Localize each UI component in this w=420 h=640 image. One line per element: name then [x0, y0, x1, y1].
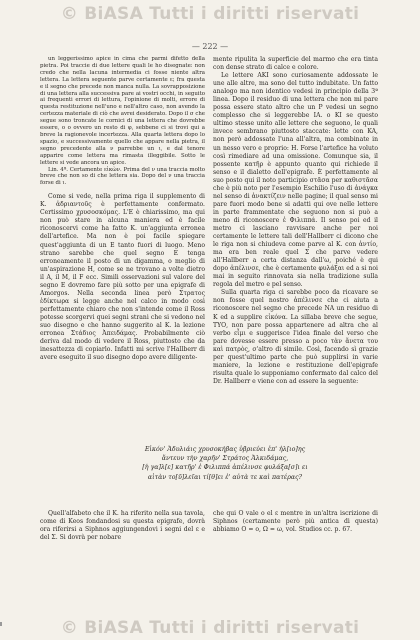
- body-paragraph: Le lettere ΑΚΙ sono curiosamente addossate le une alle altre, ma sono del tutto indubitate. Un fatto analogo ma non identico vedesi in principio della 3ª linea. Dopo il residuo di una lettera che non mi pare possa essere stato altro che un Ρ vedesi un segno complesso che si leggerebbe ΙΑ. o ΚΙ se questo ultimo stesse unito alle lettere che seguono, le quali invece sembrano piuttosto staccate: lette con KA, non però addossate l'una all'altra, ma combinate in un nesso vero e proprio: Η. Forse l'artefice ha voluto così rimediare ad una omissione. Comunque sia, il possente κατῆρ è appunto quanto qui richiede il senso e il dialetto dell'epigrafe. È perfettamente al suo posto qui il noto participio στᾶσα per καθιστᾶσα che è più noto per l'esempio Eschilio l'uso di ἀνάγκα nel senso di ἀνακτίζειν nelle pagine; il qual senso mi pare fuori modo bene si adatti qui ove nelle lettere in parte frammentate che seguono non si può a meno di riconoscere ἐ Φιλιππά. Il senso poi ed il metro ci lasciano ravvisare anche per noi certamente le lettere tali dell'Hallberr ci dicono che le riga non si chiudeva come parve al K. con ἀντίο, ma era ben reale quel Σ che parve vedere all'Hallberr a certa distanza dall'ω, poiché è qui dopo ἀπέλινσε, che è certamente φυλάξαι ed a si noi mai in seguito rinnovata sia nella tradizione sulla regola del metro e pel senso.: [213, 72, 378, 289]
- inscription-line: αἰτὰν το[ῦ]λεῖαι τί[θ]ει ἐ' αὐτὰ τε καὶ πατέρας?: [147, 473, 303, 481]
- body-paragraph: Quell'alfabeto che il K. ha riferito nella sua tavola, come di Keos fondandosi su questa epigrafe, dovrà ora riferirsi a Siphnos aggiungendovi i segni del ε e del Σ. Si dovrà per nobare: [40, 510, 205, 542]
- commentary-paragraph-line4: Lin. 4ª. Certamente εἰκὼν. Prima del ν una traccia molto breve che non so di che lettera sia. Dopo del ν una traccia forse di ι.: [40, 166, 205, 187]
- bottom-right-column: [213, 510, 378, 534]
- right-column: [213, 56, 378, 386]
- body-paragraph: Sulla quarta riga ci sarebbe poco da ricavare se non fosse quel nostro ἀπέλινσε che ci aiuta a riconoscere nel segno che precede ΝΑ un residuo di Κ ed a supplire εἰκόνα. La sillaba breve che segue, ΤΥΟ, non pare possa appartenere ad altra che al verbo εἶμι e suggerisce l'idea finale del verso che pare dovesse essere presso a poco τὰν ἄνετα του καὶ πατρὸς, σ'altro di simile. Così, facendo sì grazie per quest'ultimo parte che può supplirsi in varie maniere, la lezione e restituzione dell'epigrafe risulta quale lo supponiamo confermato dal calco del Dr. Hallberr e viene con ad essere la seguente:: [213, 289, 378, 385]
- body-paragraph: Come si vede, nella prima riga il supplemento di K. ἀδριαντοῦς è perfettamente confermato. Certissimo χρυσοσκόμας. L'Ε è chiarissimo, ma qui non può stare in alcuna maniera ed è facile riconoscervi come ha fatto K. un'aggiunta erronea dell'artefice. Ma non è poi facile spiegare quest'aggiunta di un Ε tanto fuori di luogo. Meno strano sarebbe che quel segno Ε tenga erroneamente il posto di un digamma, o meglio di un'aspirazione H, come se ne trovano a volte dietro il A, il M, il F ecc. Simili osservazioni sul valore del segno E dovremo fare più sotto per una epigrafe di Amorgos. Nella seconda linea però Στρατος ἐδίκτωρα si legge anche nel calco in modo così perfettamente chiaro che non s'intende come il Ross potesse scorgervi quei segni strani che si vedono nel suo disegno e che hanno suggerito al K. la lezione erronea Στάδιος Ἀπειδάμας. Probabilmente ciò deriva dal modo di vedere il Ross, piuttosto che da inesattezza di copiarlo. Infatti mi scrive l'Hallberr di avere eseguito il suo disegno dopo avere diligente-: [40, 193, 205, 362]
- page-number: — 222 —: [191, 42, 229, 51]
- watermark-top: © BiASA Tutti i diritti riservati: [60, 4, 360, 24]
- body-paragraph: mente ripulita la superficie del marmo che era tinta con dense strato di calce e colore.: [213, 56, 378, 72]
- left-column: [40, 56, 205, 362]
- watermark-bottom: © BiASA Tutti i diritti riservati: [60, 618, 360, 638]
- commentary-paragraph: un leggerissimo apice in cima che parmi difetto della pietra. Poi traccie di due lettere quali le ho disegnate: non credo che nella lacuna intermedia ci fosse niente altra lettera. La lettera seguente parve certamente ε; fra questa e il segno che precede non manca nulla. La sovrapposizione di una lettera alla successiva pare ai vostri occhi, in seguito ai frequenti errori di lettura, l'opinione di molti, errore di questa restituzione nell'uno e nell'altro caso, non avendo la certezza materiale di ciò che avrei desiderato. Dopo il σ che segue sono troncate le cornici di una lettera che dovrebbe essere, o ο ovvero un resto di φ, sebbene ci si trovi qui a breve la ragionevole incertezza. Alla quarta lettera dopo lo spazio, e successivamente quello che appare nella pietra, il segno precedente alla ν parrebbe un ι, e dal tenore apparire come lettera ma rimasta illeggibile. Sotto le lettere si vede ancora un apice.: [40, 56, 205, 166]
- body-paragraph: che qui Ο vale o el ε mentre in un'altra iscrizione di Siphnos (certamente però più antica di questa) abbiamo Ο = ο, Ω = ω, vol. Studios cc. p. 67.: [213, 510, 378, 534]
- bottom-left-column: [40, 510, 205, 542]
- inscription-line: Εἰκόν' Ἀδυλιάις χρυσοκήβας ὑβριεύει ἐπ' ἠλ[ιο]ης: [144, 446, 306, 453]
- inscription-line: ἄντευν τὴν χαρῆν' Στράτος Ἀλκιδάμας,: [161, 455, 289, 463]
- inscription-line: [ἡ γα]λ[ε] κατῆρ' ἐ Φιλιππά ἀπέλινσε φυλάξα[σ]ι ει: [142, 464, 308, 472]
- inscription-block: [105, 445, 345, 482]
